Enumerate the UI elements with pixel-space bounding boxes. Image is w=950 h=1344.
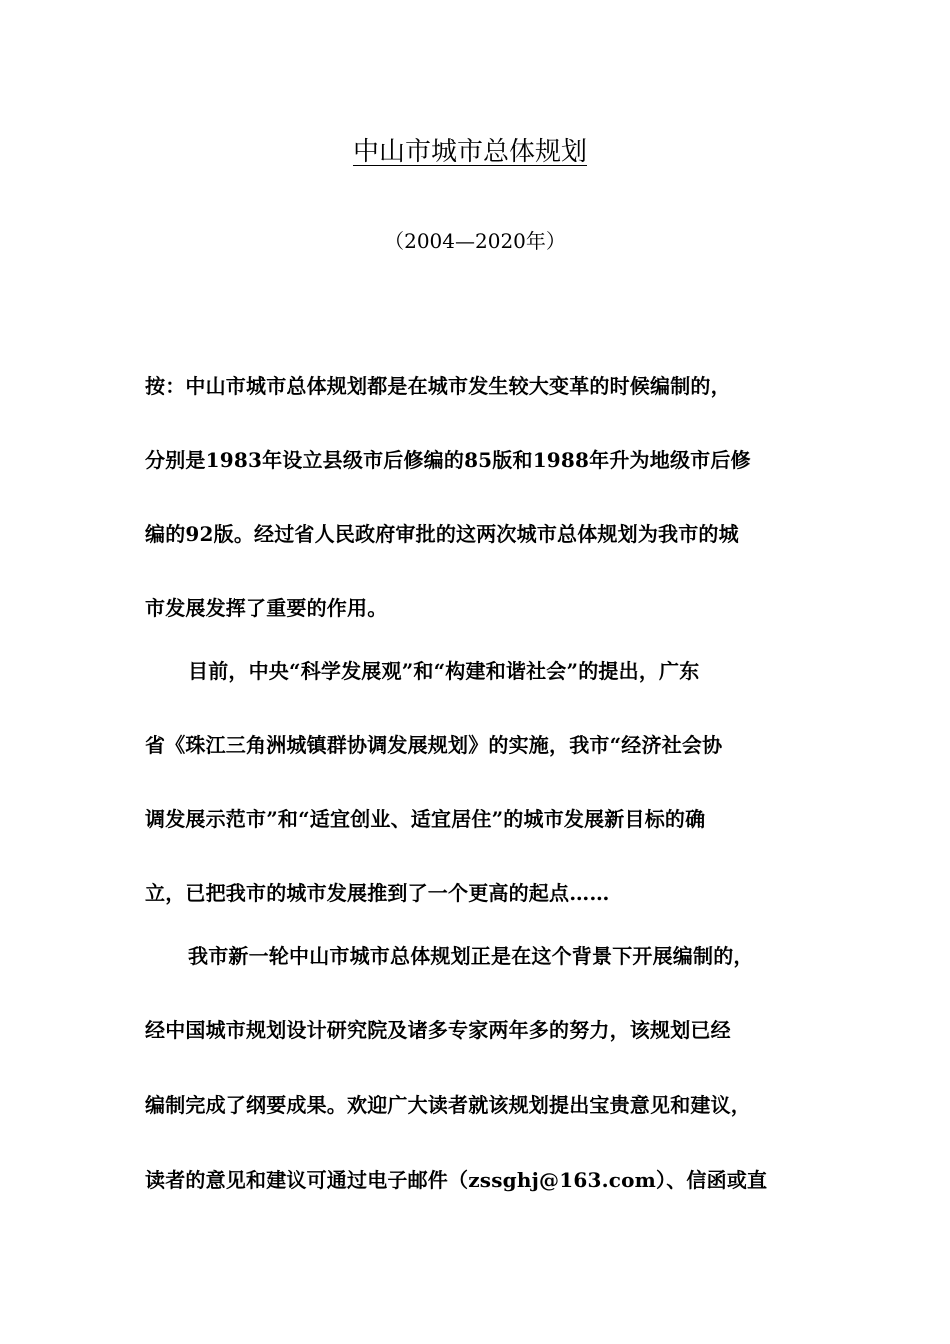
body-line-7: 调发展示范市”和“适宜创业、适宜居住”的城市发展新目标的确 <box>145 807 706 831</box>
body-line-1: 按：中山市城市总体规划都是在城市发生较大变革的时候编制的， <box>145 374 731 398</box>
body-line-10: 经中国城市规划设计研究院及诸多专家两年多的努力，该规划已经 <box>145 1018 731 1042</box>
body-line-4: 市发展发挥了重要的作用。 <box>145 596 388 620</box>
body-line-12: 读者的意见和建议可通过电子邮件（zssghj@163.com）、信函或直 <box>145 1168 768 1192</box>
document-title: 中山市城市总体规划 <box>352 137 587 167</box>
body-line-6: 省《珠江三角洲城镇群协调发展规划》的实施，我市“经济社会协 <box>145 733 723 757</box>
body-line-5: 目前，中央“科学发展观”和“构建和谐社会”的提出，广东 <box>188 659 700 683</box>
body-line-2: 分别是1983年设立县级市后修编的85版和1988年升为地级市后修 <box>145 448 751 472</box>
body-line-11: 编制完成了纲要成果。欢迎广大读者就该规划提出宝贵意见和建议， <box>145 1093 751 1117</box>
body-line-8: 立，已把我市的城市发展推到了一个更高的起点…… <box>145 881 610 905</box>
document-subtitle: （2004—2020年） <box>384 229 566 253</box>
body-line-3: 编的92版。经过省人民政府审批的这两次城市总体规划为我市的城 <box>145 522 739 546</box>
body-line-9: 我市新一轮中山市城市总体规划正是在这个背景下开展编制的， <box>188 944 754 968</box>
